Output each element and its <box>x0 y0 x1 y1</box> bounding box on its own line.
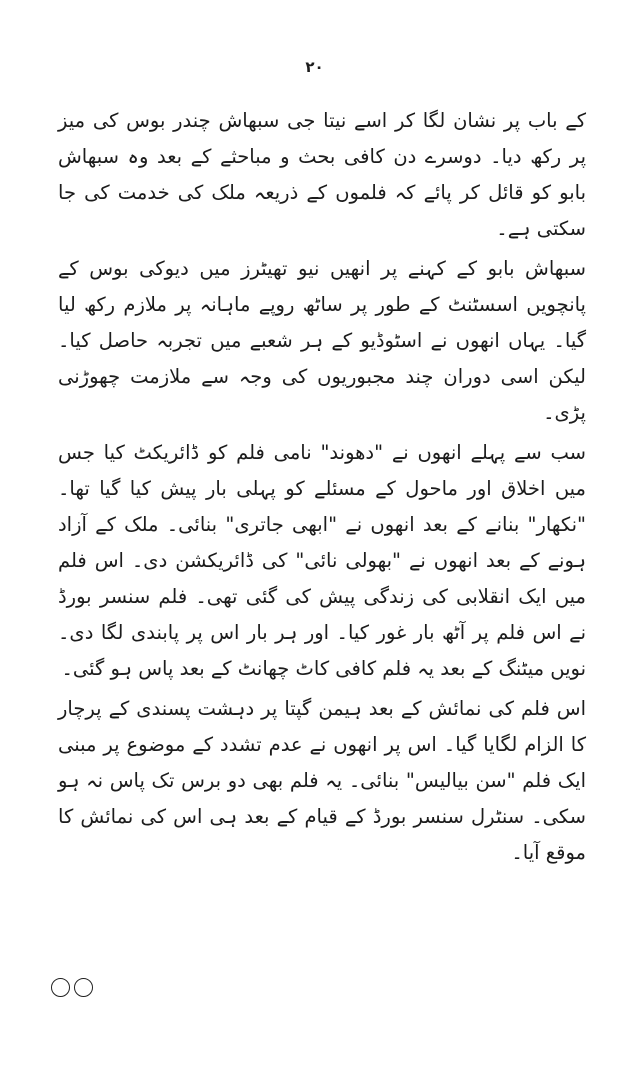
circle-mark-icon <box>74 978 93 997</box>
footer-marks <box>51 978 93 997</box>
document-body <box>58 103 586 871</box>
paragraph: اس فلم کی نمائش کے بعد ہیمن گپتا پر دہشت پسندی کے پرچار کا الزام لگایا گیا۔ اس پر انھوں نے عدم تشدد کے موضوع پر مبنی ایک فلم "سن بیالیس" بنائی۔ یہ فلم بھی دو برس تک پاس نہ ہو سکی۔ سنٹرل سنسر بورڈ کے قیام کے بعد ہی اس کی نمائش کا موقع آیا۔ <box>58 697 586 864</box>
circle-mark-icon <box>51 978 70 997</box>
paragraph: سب سے پہلے انھوں نے "دھوند" نامی فلم کو ڈائریکٹ کیا جس میں اخلاق اور ماحول کے مسئلے کو پہلی بار پیش کیا گیا تھا۔ "نکھار" بنانے کے بعد انھوں نے "ابھی جاتری" بنائی۔ ملک کے آزاد ہونے کے بعد انھوں نے "بھولی نائی" کی ڈائریکشن دی۔ اس فلم میں ایک انقلابی کی زندگی پیش کی گئی تھی۔ فلم سنسر بورڈ نے اس فلم پر آٹھ بار غور کیا۔ اور ہر بار اس پر پابندی لگا دی۔ نویں میٹنگ کے بعد یہ فلم کافی کاٹ چھانٹ کے بعد پاس ہو گئی۔ <box>58 441 586 680</box>
paragraph: کے باب پر نشان لگا کر اسے نیتا جی سبھاش چندر بوس کی میز پر رکھ دیا۔ دوسرے دن کافی بحث و مباحثے کے بعد وہ سبھاش بابو کو قائل کر پائے کہ فلموں کے ذریعہ ملک کی خدمت کی جا سکتی ہے۔ <box>58 109 586 240</box>
page-number: ٢٠ <box>305 58 324 76</box>
paragraph: سبھاش بابو کے کہنے پر انھیں نیو تھیٹرز میں دیوکی بوس کے پانچویں اسسٹنٹ کے طور پر ساٹھ روپے ماہانہ پر ملازم رکھ لیا گیا۔ یہاں انھوں نے اسٹوڈیو کے ہر شعبے میں تجربہ حاصل کیا۔ لیکن اسی دوران چند مجبوریوں کی وجہ سے ملازمت چھوڑنی پڑی۔ <box>58 257 586 424</box>
